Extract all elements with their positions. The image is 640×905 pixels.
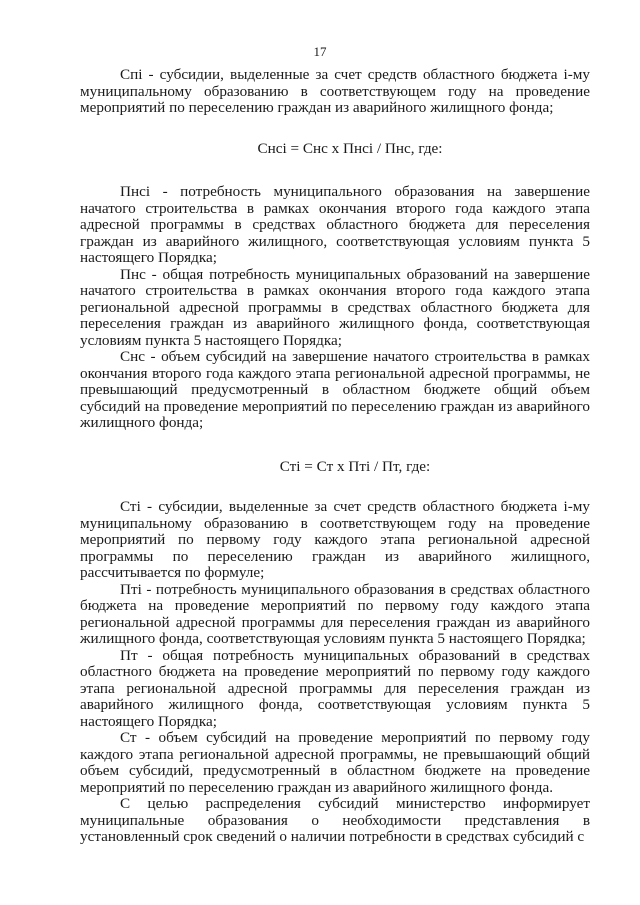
- paragraph: Ст - объем субсидий на проведение мероприятий по первому году каждого этапа региональной адресной программы, не превышающий общий объем субсидий, предусмотренный в областном бюджете на проведение мероприятий по переселению граждан из аварийного жилищного фонда.: [80, 729, 590, 796]
- paragraph: Спi - субсидии, выделенные за счет средств областного бюджета i-му муниципальному образованию в соответствующем году на проведение мероприятий по переселению граждан из аварийного жилищного фонда;: [80, 66, 590, 116]
- paragraph: Снс - объем субсидий на завершение начатого строительства в рамках окончания второго года каждого этапа региональной адресной программы, не превышающий предусмотренный в областном бюджете общий объем субсидий на проведение мероприятий по переселению граждан из аварийного жилищного фонда;: [80, 348, 590, 431]
- paragraph: Пнс - общая потребность муниципальных образований на завершение начатого строительства в рамках окончания второго года каждого этапа региональной адресной программы в средствах областного бюджета для переселения граждан из аварийного жилищного фонда, соответствующая условиям пункта 5 настоящего Порядка;: [80, 265, 590, 349]
- page-number: 17: [313, 44, 327, 59]
- paragraph: Пнсi - потребность муниципального образования на завершение начатого строительства в рамках окончания второго года каждого этапа адресной программы в средствах областного бюджета для переселения граждан из аварийного жилищного, соответствующая условиям пункта 5 настоящего Порядка;: [80, 183, 590, 266]
- formula: Стi = Ст х Птi / Пт, где:: [279, 457, 431, 475]
- formula: Снсi = Снс х Пнсi / Пнс, где:: [257, 139, 443, 157]
- paragraph: Птi - потребность муниципального образования в средствах областного бюджета на проведение мероприятий по первому году каждого этапа региональной адресной программы для переселения граждан из аварийного жилищного фонда, соответствующая условиям пункта 5 настоящего Порядка;: [80, 580, 590, 647]
- document-body: [80, 67, 590, 846]
- paragraph: Пт - общая потребность муниципальных образований в средствах областного бюджета на проведение мероприятий по первому году каждого этапа региональной адресной программы для переселения граждан из аварийного жилищного фонда, соответствующая условиям пункта 5 настоящего Порядка;: [80, 646, 590, 730]
- paragraph: Стi - субсидии, выделенные за счет средств областного бюджета i-му муниципальному образованию в соответствующем году на проведение мероприятий по первому году каждого этапа региональной адресной программы по переселению граждан из аварийного жилищного, рассчитывается по формуле;: [80, 498, 590, 581]
- paragraph: С целью распределения субсидий министерство информирует муниципальные образования о необходимости представления в установленный срок сведений о наличии потребности в средствах субсидий с: [80, 795, 590, 845]
